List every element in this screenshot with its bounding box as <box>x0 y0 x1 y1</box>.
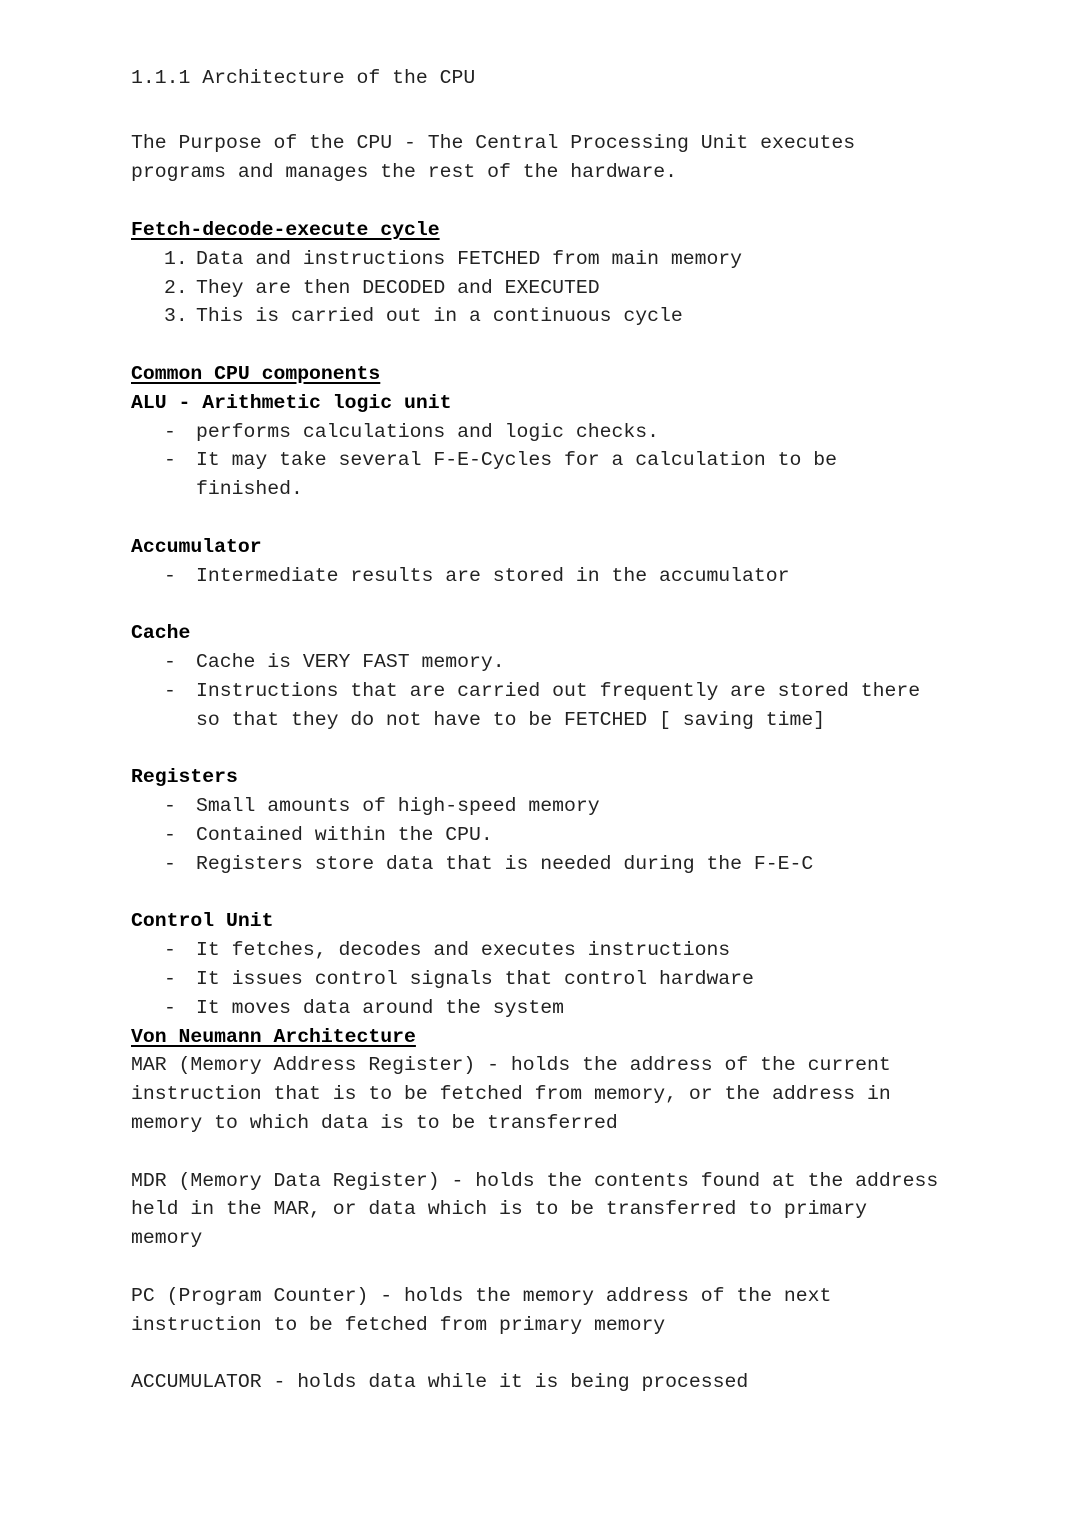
dash: - <box>164 680 176 702</box>
list-number: 2. <box>164 277 188 299</box>
dash: - <box>164 968 176 990</box>
bullet-text: Intermediate results are stored in the accumulator <box>196 565 790 587</box>
mdr-line: memory <box>131 1227 203 1249</box>
bullet-text: It fetches, decodes and executes instructions <box>196 939 731 961</box>
page-title: 1.1.1 Architecture of the CPU <box>131 67 476 89</box>
dash: - <box>164 853 176 875</box>
list-text: This is carried out in a continuous cycle <box>196 305 683 327</box>
registers-title: Registers <box>131 766 238 788</box>
cache-title: Cache <box>131 622 191 644</box>
dash: - <box>164 939 176 961</box>
control-unit-title: Control Unit <box>131 910 274 932</box>
mdr-line: held in the MAR, or data which is to be transferred to primary <box>131 1198 867 1220</box>
components-heading: Common CPU components <box>131 363 381 385</box>
list-number: 1. <box>164 248 188 270</box>
bullet-item <box>164 936 730 964</box>
bullet-text: It may take several F-E-Cycles for a calculation to be <box>196 449 838 471</box>
bullet-text: Cache is VERY FAST memory. <box>196 651 505 673</box>
bullet-continuation: so that they do not have to be FETCHED [ saving time] <box>196 709 826 731</box>
bullet-continuation: finished. <box>196 478 303 500</box>
bullet-item <box>164 965 754 993</box>
bullet-item <box>164 792 600 820</box>
purpose-line: The Purpose of the CPU - The Central Processing Unit executes <box>131 132 856 154</box>
bullet-text: Instructions that are carried out frequently are stored there <box>196 680 921 702</box>
bullet-item <box>164 648 505 676</box>
dash: - <box>164 795 176 817</box>
bullet-item <box>164 821 493 849</box>
accumulator-title: Accumulator <box>131 536 262 558</box>
bullet-item <box>164 446 837 474</box>
dash: - <box>164 997 176 1019</box>
list-text: They are then DECODED and EXECUTED <box>196 277 600 299</box>
list-number: 3. <box>164 305 188 327</box>
list-item <box>164 302 683 330</box>
bullet-text: performs calculations and logic checks. <box>196 421 659 443</box>
bullet-text: Contained within the CPU. <box>196 824 493 846</box>
pc-line: instruction to be fetched from primary memory <box>131 1314 666 1336</box>
dash: - <box>164 449 176 471</box>
bullet-text: Small amounts of high-speed memory <box>196 795 600 817</box>
bullet-text: It moves data around the system <box>196 997 564 1019</box>
bullet-text: Registers store data that is needed during the F-E-C <box>196 853 814 875</box>
bullet-item <box>164 850 813 878</box>
purpose-line: programs and manages the rest of the hardware. <box>131 161 678 183</box>
von-neumann-heading: Von Neumann Architecture <box>131 1026 416 1048</box>
bullet-item <box>164 677 920 705</box>
mdr-line: MDR (Memory Data Register) - holds the contents found at the address <box>131 1170 939 1192</box>
list-item <box>164 245 742 273</box>
bullet-item <box>164 418 659 446</box>
mar-line: instruction that is to be fetched from memory, or the address in <box>131 1083 891 1105</box>
pc-line: PC (Program Counter) - holds the memory address of the next <box>131 1285 832 1307</box>
list-text: Data and instructions FETCHED from main memory <box>196 248 743 270</box>
accumulator-line: ACCUMULATOR - holds data while it is being processed <box>131 1371 749 1393</box>
mar-line: MAR (Memory Address Register) - holds the address of the current <box>131 1054 891 1076</box>
alu-title: ALU - Arithmetic logic unit <box>131 392 452 414</box>
mar-line: memory to which data is to be transferred <box>131 1112 618 1134</box>
bullet-item <box>164 562 790 590</box>
dash: - <box>164 421 176 443</box>
dash: - <box>164 651 176 673</box>
dash: - <box>164 824 176 846</box>
bullet-text: It issues control signals that control hardware <box>196 968 754 990</box>
dash: - <box>164 565 176 587</box>
bullet-item <box>164 994 564 1022</box>
fde-heading: Fetch-decode-execute cycle <box>131 219 440 241</box>
list-item <box>164 274 600 302</box>
